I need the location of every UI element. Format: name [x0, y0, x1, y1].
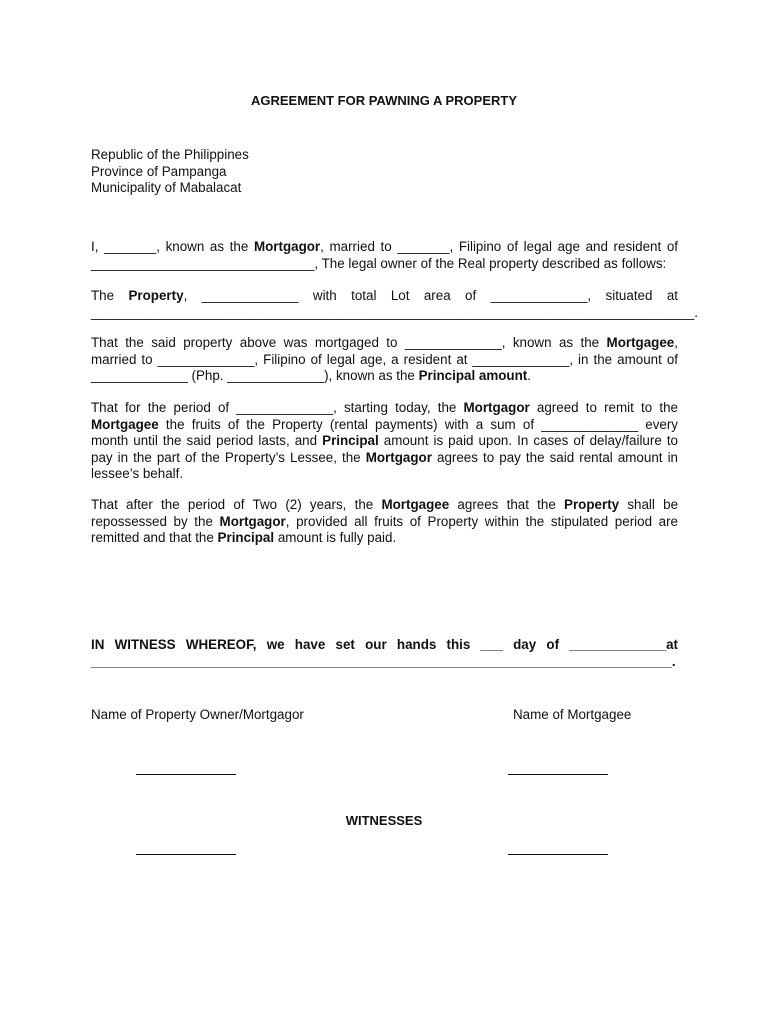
bold-term: Property: [564, 497, 620, 512]
paragraph-line: IN WITNESS WHEREOF, we have set our hands this ___ day of _____________at: [91, 637, 678, 652]
paragraph-line: [91, 335, 678, 352]
paragraph-line: [91, 288, 678, 305]
text-run: amount is fully paid.: [274, 530, 397, 545]
paragraph-line: [91, 239, 678, 256]
text-run: ,: [674, 335, 678, 350]
address-country: Republic of the Philippines: [91, 147, 249, 162]
bold-term: Mortgagor: [253, 239, 321, 254]
text-run: remitted and that the: [91, 530, 218, 545]
paragraph-line: [91, 417, 678, 434]
text-run: The: [91, 288, 129, 303]
text-run: amount is paid upon. In cases of delay/failure to: [378, 433, 678, 448]
paragraph-line: [91, 497, 678, 514]
paragraph-line: [91, 514, 678, 531]
address-municipality: Municipality of Mabalacat: [91, 180, 242, 195]
bold-term: Mortgagee: [606, 335, 675, 350]
bold-term: Mortgagee: [91, 416, 159, 432]
bold-term: Mortgagee: [381, 497, 450, 512]
text-run: shall be: [619, 497, 679, 512]
text-run: the fruits of the Property (rental payments) with a sum of _____________ every: [158, 416, 678, 432]
paragraph-line: [91, 433, 678, 450]
paragraph-mortgagee: [91, 335, 678, 385]
bold-term: Principal amount: [418, 368, 528, 383]
text-run: .: [527, 368, 531, 383]
address-block: [91, 147, 249, 197]
paragraph-line: [91, 400, 678, 417]
paragraph-line: _________________________________________________________________________________.: [91, 304, 698, 320]
bold-term: Property: [128, 288, 184, 303]
paragraph-mortgagor-intro: [91, 239, 678, 272]
paragraph-line: married to _____________, Filipino of legal age, a resident at _____________, in the amount of: [91, 351, 678, 367]
text-run: agreed to remit to the: [529, 400, 678, 415]
paragraph-line: lessee’s behalf.: [91, 466, 184, 481]
text-run: , married to _______, Filipino of legal age and resident of: [320, 239, 678, 254]
paragraph-line: ______________________________, The legal owner of the Real property described as follows:: [91, 255, 667, 271]
bold-term: Mortgagor: [219, 513, 286, 529]
document-title: AGREEMENT FOR PAWNING A PROPERTY: [250, 93, 518, 108]
paragraph-repossession: [91, 497, 678, 547]
text-run: month until the said period lasts, and: [91, 433, 323, 448]
witnesses-heading: WITNESSES: [345, 813, 423, 828]
witness-signature-line-1: [136, 854, 236, 855]
bold-term: Principal: [322, 433, 379, 448]
paragraph-line: [91, 450, 678, 467]
text-run: _____________ (Php. _____________), known as the: [91, 368, 419, 383]
bold-term: Mortgagor: [463, 400, 530, 415]
text-run: pay in the part of the Property’s Lessee, the: [91, 449, 366, 465]
text-run: , provided all fruits of Property within the stipulated period are: [285, 513, 678, 529]
bold-term: Principal: [217, 530, 275, 545]
witness-signature-line-2: [508, 854, 608, 855]
text-run: I, _______, known as the: [91, 239, 254, 254]
paragraph-line: ______________________________________________________________________________.: [91, 653, 676, 669]
text-run: agrees to pay the said rental amount in: [431, 449, 678, 465]
address-province: Province of Pampanga: [91, 163, 227, 179]
text-run: That the said property above was mortgaged to _____________, known as the: [91, 335, 607, 350]
mortgagee-signature-line: [508, 774, 608, 775]
paragraph-property: [91, 288, 698, 321]
text-run: , _____________ with total Lot area of _____________, situated at: [183, 288, 679, 303]
mortgagee-name-label: Name of Mortgagee: [513, 707, 632, 722]
paragraph-period: [91, 400, 678, 483]
paragraph-line: [91, 530, 678, 547]
text-run: repossessed by the: [91, 513, 220, 529]
bold-term: Mortgagor: [365, 449, 432, 465]
paragraph-line: [91, 368, 678, 385]
owner-name-label: Name of Property Owner/Mortgagor: [91, 707, 304, 722]
owner-signature-line: [136, 774, 236, 775]
text-run: That for the period of _____________, starting today, the: [91, 400, 464, 415]
text-run: That after the period of Two (2) years, the: [91, 497, 382, 512]
witness-clause: [91, 637, 678, 670]
text-run: agrees that the: [449, 497, 565, 512]
